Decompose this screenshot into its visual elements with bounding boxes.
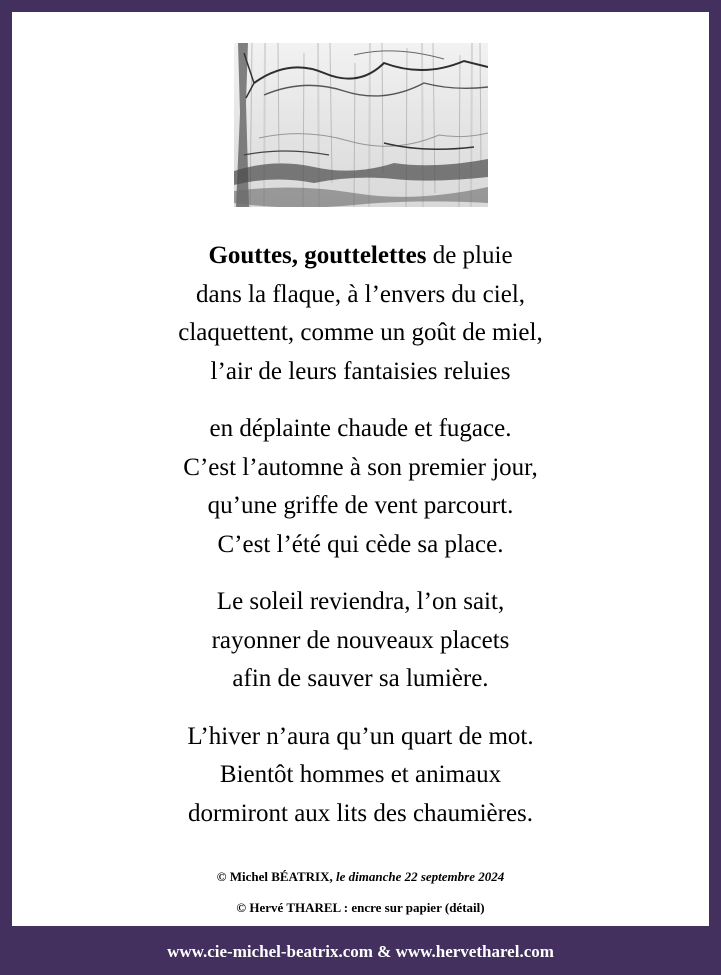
ink-drawing-illustration	[234, 43, 488, 207]
stanza-1	[12, 237, 709, 391]
poem-line: dans la flaque, à l’envers du ciel,	[195, 280, 526, 308]
footer-separator: &	[377, 942, 392, 961]
paper-sheet	[12, 12, 709, 926]
poem-line: C’est l’automne à son premier jour,	[183, 453, 538, 481]
link-cie-michel-beatrix[interactable]: www.cie-michel-beatrix.com	[167, 942, 373, 961]
stanza-2	[12, 410, 709, 564]
poem-line	[12, 237, 709, 276]
poem-line: L’hiver n’aura qu’un quart de mot.	[187, 722, 534, 750]
poem-text	[12, 237, 709, 833]
poem-line: rayonner de nouveaux placets	[211, 626, 510, 654]
stanza-4	[12, 718, 709, 834]
artist-credit: © Hervé THAREL : encre sur papier (détail)	[236, 900, 485, 915]
poem-line: l’air de leurs fantaisies reluies	[210, 357, 511, 385]
poem-line: claquettent, comme un goût de miel,	[178, 319, 543, 346]
author-credit	[12, 869, 709, 885]
poem-line: C’est l’été qui cède sa place.	[217, 530, 504, 558]
poem-line: en déplainte chaude et fugace.	[209, 415, 512, 442]
ink-artwork	[234, 43, 488, 207]
poem-line: qu’une griffe de vent parcourt.	[207, 492, 514, 519]
poem-line: Le soleil reviendra, l’on sait,	[216, 588, 505, 615]
poem-title-words: Gouttes, gouttelettes	[208, 242, 427, 269]
stanza-3	[12, 583, 709, 699]
poem-line: dormiront aux lits des chaumières.	[187, 799, 534, 827]
link-hervetharel[interactable]: www.hervetharel.com	[395, 942, 554, 961]
poem-line: Bientôt hommes et animaux	[219, 761, 502, 788]
footer-links	[0, 937, 721, 967]
author-name: © Michel BÉATRIX,	[216, 869, 333, 884]
poem-line-rest: de pluie	[426, 242, 513, 269]
poem-line: afin de sauver sa lumière.	[232, 665, 489, 692]
poem-date: le dimanche 22 septembre 2024	[335, 869, 505, 884]
